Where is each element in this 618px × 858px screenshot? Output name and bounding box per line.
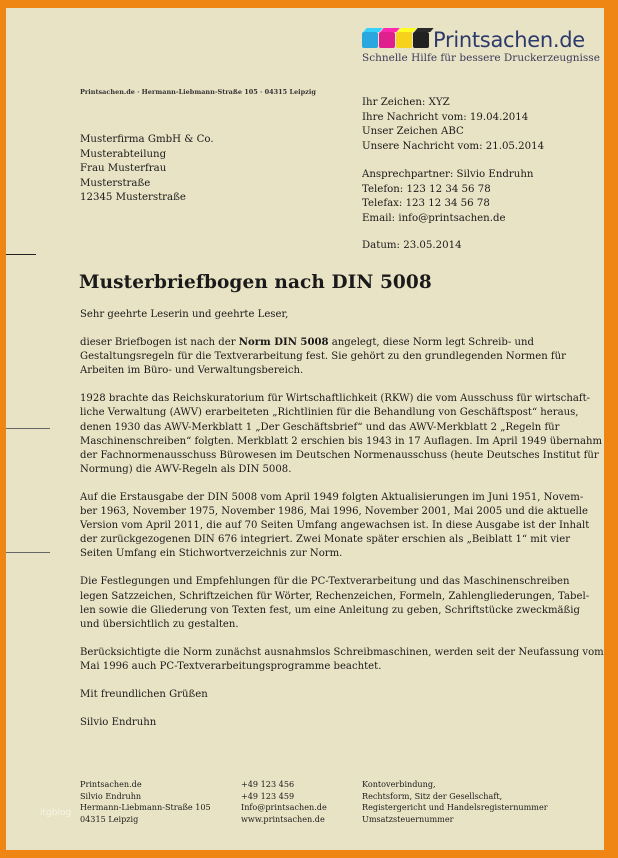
- line-text: 1928 brachte das Reichskuratorium für Wirtschaftlichkeit (RKW) die vom Ausschuss für wirtschaft-: [80, 393, 591, 405]
- body-paragraph: [80, 336, 580, 378]
- body-line: [80, 491, 584, 505]
- recipient-person: Frau Musterfrau: [80, 163, 167, 174]
- footer-company: [80, 779, 211, 825]
- body-line: [80, 364, 580, 378]
- contact-email[interactable]: Email: info@printsachen.de: [362, 212, 506, 224]
- cube-magenta-icon: [379, 32, 395, 48]
- closing: Mit freundlichen Grüßen: [80, 688, 208, 700]
- norm-emphasis: Norm DIN 5008: [238, 337, 329, 349]
- body-line: [80, 505, 588, 519]
- line-text: Seiten Umfang ein Stichwortverzeichnis zur Norm.: [80, 548, 343, 560]
- footer-contact: [241, 779, 327, 825]
- line-text: und übersichtlich zu gestalten.: [80, 618, 239, 630]
- cube-yellow-icon: [396, 32, 412, 48]
- recipient-street: Musterstraße: [80, 177, 151, 189]
- body-paragraph: [80, 575, 590, 631]
- body-line: [80, 336, 580, 350]
- line-text: liche Verwaltung (AWV) erarbeiteten „Richtlinien für die Behandlung von Geschäftspost“ heraus,: [80, 407, 579, 419]
- paragraphs: [80, 336, 604, 674]
- line-text: legen Satzzeichen, Schriftzeichen für Wörter, Rechenzeichen, Formeln, Zahlengliederungen, Tabel-: [80, 590, 590, 602]
- contact-person: Ansprechpartner: Silvio Endruhn: [362, 169, 534, 180]
- logo-wordmark[interactable]: Printsachen.de: [433, 28, 585, 52]
- ref-our-message: Unsere Nachricht vom: 21.05.2014: [362, 140, 545, 152]
- body-line: [80, 646, 604, 660]
- contact-fax: Telefax: 123 12 34 56 78: [362, 198, 490, 209]
- ref-your-message: Ihre Nachricht vom: 19.04.2014: [362, 111, 529, 123]
- line-text: angelegt, diese Norm legt Schreib- und: [328, 337, 534, 349]
- recipient-city: 12345 Musterstraße: [80, 192, 186, 203]
- body-line: [80, 392, 591, 406]
- line-text: len sowie die Gliederung von Texten fest, um eine Anleitung zu geben, Schriftstücke zweckmäßig: [80, 604, 580, 616]
- line-text: Normung) die AWV-Regeln als DIN 5008.: [80, 463, 292, 475]
- line-text: Die Festlegungen und Empfehlungen für die PC-Textverarbeitung und das Maschinenschreiben: [80, 576, 570, 588]
- line-text: denen 1930 das AWV-Merkblatt 1 „Der Geschäftsbrief“ und das AWV-Merkblatt 2 „Regeln für: [80, 421, 560, 433]
- body-line: [80, 660, 580, 674]
- line-text: der Fachnormenausschuss Bürowesen im Deutschen Normenausschuss (heute Deutsches Institut für: [80, 449, 599, 461]
- footer-owner: Silvio Endruhn: [80, 790, 142, 801]
- footer-city: 04315 Leipzig: [80, 813, 139, 824]
- footer-register: Registergericht und Handelsregisternummer: [362, 802, 548, 813]
- recipient-address: [80, 133, 214, 206]
- fold-mark-top: [6, 254, 36, 255]
- reference-block: [362, 96, 544, 154]
- line-text: der zurückgezogenen DIN 676 integriert. Zwei Monate später erschien als „Beiblatt 1“ mit vier: [80, 534, 571, 546]
- fold-mark-bottom: [6, 552, 50, 553]
- footer-fax: +49 123 459: [241, 790, 295, 801]
- ref-our-sign: Unser Zeichen ABC: [362, 126, 464, 137]
- signature: Silvio Endruhn: [80, 717, 157, 729]
- line-text: dieser Briefbogen ist nach der: [80, 337, 239, 349]
- body-line: [80, 350, 580, 364]
- contact-phone: Telefon: 123 12 34 56 78: [362, 183, 491, 195]
- contact-block: [362, 168, 533, 226]
- logo-tagline: Schnelle Hilfe für bessere Druckerzeugnisse: [362, 52, 600, 64]
- letter-body: [80, 308, 604, 744]
- body-line: [80, 547, 580, 561]
- footer-legal-form: Rechtsform, Sitz der Gesellschaft,: [362, 790, 503, 801]
- line-text: ber 1963, November 1975, November 1986, Mai 1996, November 2001, Mai 2005 und die aktuelle: [80, 506, 588, 518]
- footer-company-name: Printsachen.de: [80, 779, 142, 789]
- line-text: Maschinenschreiben“ folgten. Merkblatt 2 erschien bis 1943 in 17 Auflagen. Im April 1949 übernahm: [80, 435, 603, 447]
- cube-cyan-icon: [362, 32, 378, 48]
- body-line: [80, 421, 580, 435]
- line-text: Auf die Erstausgabe der DIN 5008 vom April 1949 folgten Aktualisierungen im Juni 1951, Novem-: [80, 491, 584, 503]
- salutation: Sehr geehrte Leserin und geehrte Leser,: [80, 309, 289, 320]
- body-paragraph: [80, 392, 603, 477]
- sender-return-line: Printsachen.de · Hermann-Liebmann-Straße 105 · 04315 Leipzig: [80, 88, 316, 96]
- letter-title: Musterbriefbogen nach DIN 5008: [79, 272, 432, 293]
- watermark: itgblog: [40, 808, 72, 818]
- cube-black-icon: [413, 32, 429, 48]
- line-text: Berücksichtigte die Norm zunächst ausnahmslos Schreibmaschinen, werden seit der Neufassung vom: [80, 646, 604, 658]
- body-line: [80, 519, 590, 533]
- footer-street: Hermann-Liebmann-Straße 105: [80, 802, 211, 813]
- body-paragraph: [80, 646, 604, 674]
- recipient-department: Musterabteilung: [80, 148, 167, 160]
- body-line: [80, 590, 590, 604]
- footer-vat: Umsatzsteuernummer: [362, 813, 454, 824]
- body-paragraph: [80, 491, 590, 561]
- body-line: [80, 463, 580, 477]
- body-line: [80, 618, 580, 632]
- footer-website[interactable]: www.printsachen.de: [241, 813, 325, 824]
- footer-legal: [362, 779, 548, 825]
- body-line: [80, 604, 580, 618]
- ref-your-sign: Ihr Zeichen: XYZ: [362, 97, 450, 108]
- body-line: [80, 406, 580, 420]
- letter-date: Datum: 23.05.2014: [362, 240, 462, 251]
- recipient-company: Musterfirma GmbH & Co.: [80, 134, 214, 145]
- body-line: [80, 575, 580, 589]
- line-text: Arbeiten im Büro- und Verwaltungsbereich.: [80, 365, 304, 377]
- logo-cubes-icon: [362, 30, 434, 48]
- footer-email[interactable]: Info@printsachen.de: [241, 802, 327, 813]
- footer-phone: +49 123 456: [241, 779, 295, 789]
- body-line: [80, 435, 603, 449]
- line-text: Gestaltungsregeln für die Textverarbeitung fest. Sie gehört zu den grundlegenden Normen für: [80, 351, 566, 363]
- body-line: [80, 449, 599, 463]
- body-line: [80, 533, 580, 547]
- line-text: Version vom April 2011, die auf 70 Seiten Umfang angewachsen ist. In diese Ausgabe ist der Inhalt: [80, 520, 590, 532]
- line-text: Mai 1996 auch PC-Textverarbeitungsprogramme beachtet.: [80, 660, 382, 672]
- footer-bank: Kontoverbindung,: [362, 779, 436, 789]
- fold-mark-punch: [6, 428, 50, 429]
